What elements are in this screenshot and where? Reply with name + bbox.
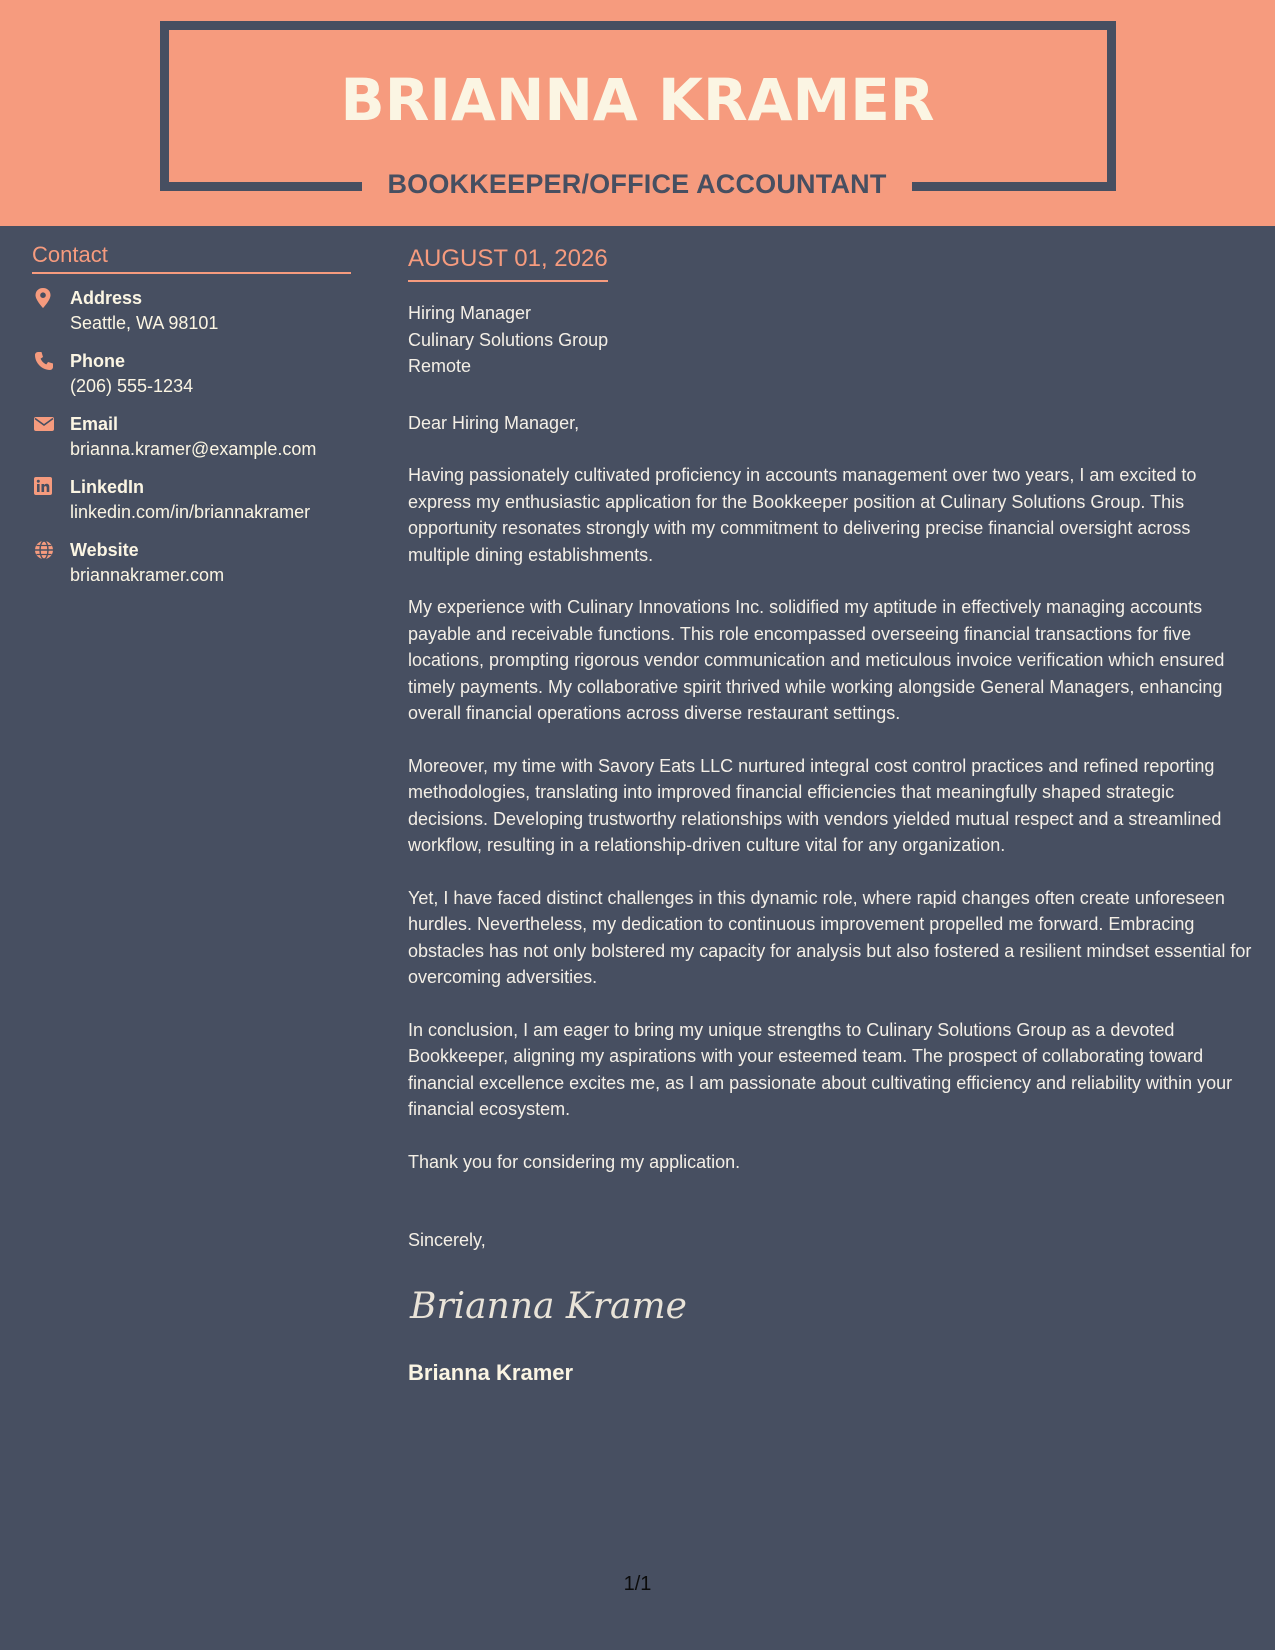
contact-label: Phone [70,351,126,371]
contact-value: linkedin.com/in/briannakramer [70,502,311,522]
greeting: Dear Hiring Manager, [408,412,580,433]
contact-label: Website [70,540,139,560]
contact-item-phone [32,349,351,412]
contact-label: Address [70,288,143,308]
contact-value: (206) 555-1234 [70,376,194,396]
contact-list [32,286,351,601]
paragraph: Having passionately cultivated proficiency in accounts management over two years, I am excited to express my enthusiastic application for the Bookkeeper position at Culinary Solutions Group. This opportunity resonates strongly with my commitment to delivering precise financial oversight across multiple dining establishments. [408,465,1197,565]
page-number: 1/1 [623,1573,652,1595]
recipient-line: Hiring Manager [408,303,532,323]
letter-date: AUGUST 01, 2026 [408,242,608,282]
contact-item-website [32,538,351,601]
location-pin-icon [34,288,52,308]
recipient-block [408,300,1253,380]
recipient-line: Remote [408,356,472,376]
contact-item-linkedin [32,475,351,538]
contact-label: LinkedIn [70,477,145,497]
applicant-name: BRIANNA KRAMER [340,66,935,134]
phone-icon [34,351,52,371]
signature-text: Brianna Kramer [410,1285,688,1327]
contact-value: briannakramer.com [70,565,225,585]
linkedin-icon [34,477,52,497]
contact-value: Seattle, WA 98101 [70,313,219,333]
signer-name: Brianna Kramer [408,1359,574,1385]
contact-heading: Contact [32,240,351,274]
contact-item-address [32,286,351,349]
paragraph: In conclusion, I am eager to bring my unique strengths to Culinary Solutions Group as a devoted Bookkeeper, aligning my aspirations with your esteemed team. The prospect of collaborating toward financial excellence excites me, as I am passionate about cultivating efficiency and reliability within your financial ecosystem. [408,1019,1233,1119]
handwritten-signature [408,1276,1253,1336]
paragraph: Thank you for considering my application. [408,1151,741,1172]
contact-value: brianna.kramer@example.com [70,439,317,459]
envelope-icon [34,414,52,434]
paragraph: Yet, I have faced distinct challenges in this dynamic role, where rapid changes often create unforeseen hurdles. Nevertheless, my dedication to continuous improvement propelled me forward. Embracing obstacles has not only bolstered my capacity for analysis but also fostered a resilient mindset essential for overcoming adversities. [408,887,1252,987]
contact-sidebar [32,240,351,601]
contact-item-email [32,412,351,475]
contact-label: Email [70,414,119,434]
closing: Sincerely, [408,1230,486,1250]
paragraph: Moreover, my time with Savory Eats LLC nurtured integral cost control practices and refined reporting methodologies, translating into improved financial efficiencies that meaningfully shaped strategic decisions. Developing trustworthy relationships with vendors yielded mutual respect and a streamlined workflow, resulting in a relationship-driven culture vital for any organization. [408,755,1222,855]
role-title-wrapper [362,164,912,204]
role-title: BOOKKEEPER/OFFICE ACCOUNTANT [387,169,887,199]
globe-icon [34,540,52,560]
recipient-line: Culinary Solutions Group [408,329,609,350]
header-banner [0,0,1275,226]
paragraph: My experience with Culinary Innovations Inc. solidified my aptitude in effectively managing accounts payable and receivable functions. This role encompassed overseeing financial transactions for five locations, prompting rigorous vendor communication and meticulous invoice verification which ensured timely payments. My collaborative spirit thrived while working alongside General Managers, enhancing overall financial operations across diverse restaurant settings. [408,597,1225,723]
letter-body [408,242,1253,1388]
